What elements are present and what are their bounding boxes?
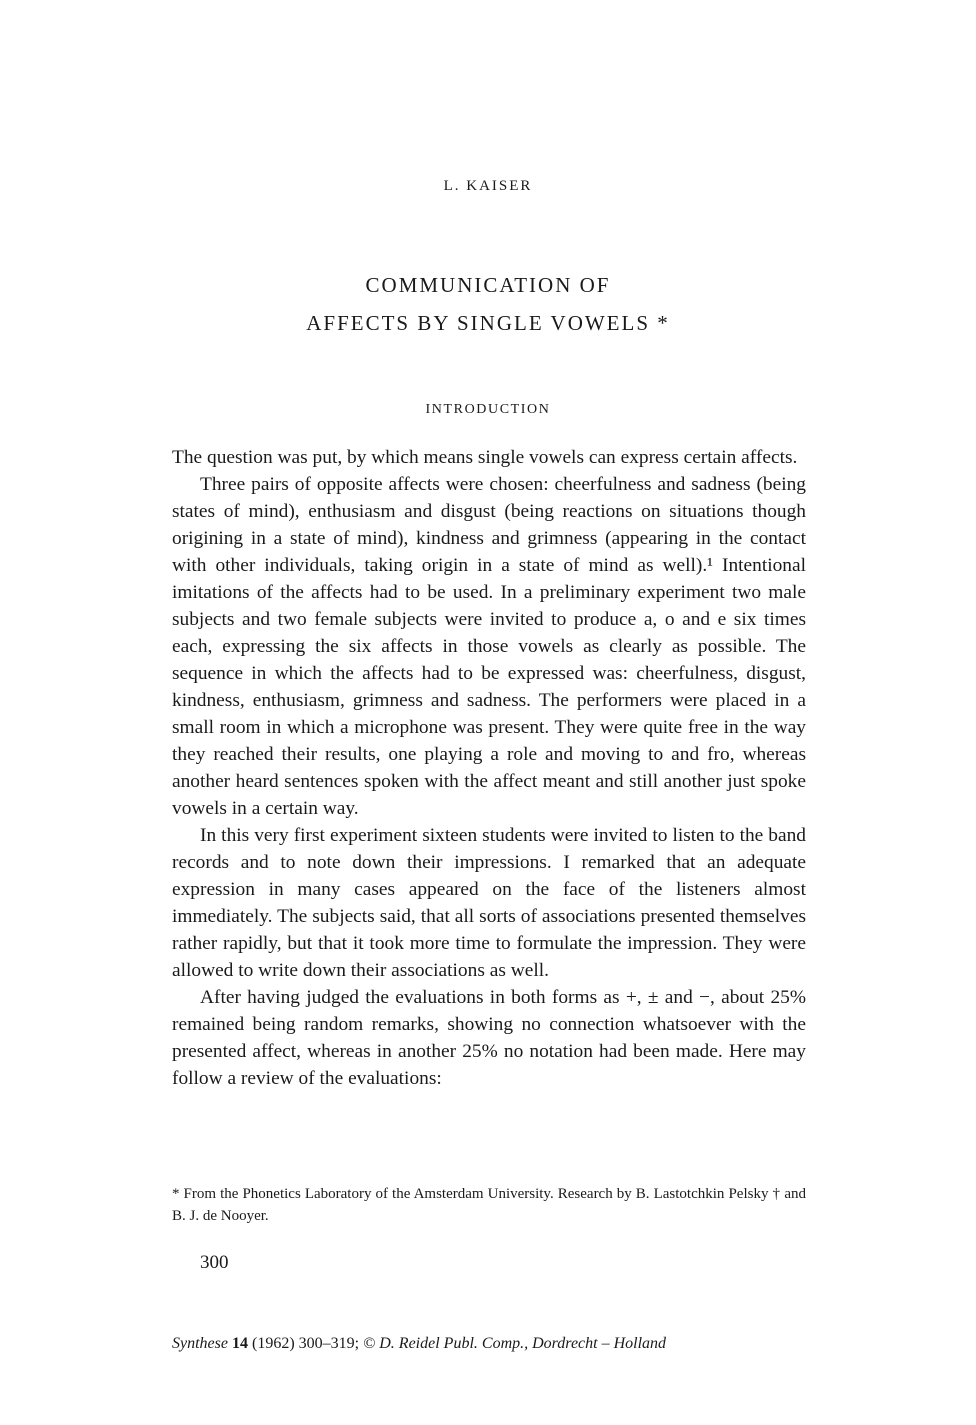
citation-line bbox=[172, 1335, 666, 1353]
citation-journal: Synthese bbox=[172, 1335, 228, 1352]
paragraph: In this very first experiment sixteen students were invited to listen to the band records and to note down their impressions. I remarked that an adequate expression in many cases appeared on the face of the listeners almost immediately. The subjects said, that all sorts of associations presented themselves rather rapidly, but that it took more time to formulate the impression. They were allowed to write down their associations as well. bbox=[172, 825, 806, 981]
page-number: 300 bbox=[200, 1252, 229, 1273]
citation-year-pages: (1962) 300–319; bbox=[251, 1335, 360, 1352]
citation-publisher: © D. Reidel Publ. Comp., Dordrecht – Holland bbox=[363, 1335, 667, 1352]
citation-volume: 14 bbox=[231, 1335, 248, 1352]
footnote: * From the Phonetics Laboratory of the Amsterdam University. Research by B. Lastotchkin Pelsky † and B. J. de Nooyer. bbox=[172, 1186, 806, 1224]
title-line-1: COMMUNICATION OF bbox=[365, 273, 611, 297]
article-title bbox=[0, 266, 976, 342]
body-text bbox=[172, 444, 806, 1092]
paragraph: After having judged the evaluations in both forms as +, ± and −, about 25% remained being random remarks, showing no connection whatsoever with the presented affect, whereas in another 25% no notation had been made. Here may follow a review of the evaluations: bbox=[172, 987, 806, 1089]
paragraph: Three pairs of opposite affects were chosen: cheerfulness and sadness (being states of mind), enthusiasm and disgust (being reactions on situations though origining in a state of mind), kindness and grimness (appearing in the contact with other individuals, taking origin in a state of mind as well).¹ Intentional imitations of the affects had to be used. In a preliminary experiment two male subjects and two female subjects were invited to produce a, o and e six times each, expressing the six affects in those vowels as clearly as possible. The sequence in which the affects had to be expressed was: cheerfulness, disgust, kindness, enthusiasm, grimness and sadness. The performers were placed in a small room in which a microphone was present. They were quite free in the way they reached their results, one playing a role and moving to and fro, whereas another heard sentences spoken with the affect meant and still another just spoke vowels in a certain way. bbox=[172, 474, 806, 819]
author-name: L. KAISER bbox=[443, 178, 533, 194]
paragraph: The question was put, by which means single vowels can express certain affects. bbox=[172, 447, 798, 468]
title-line-2: AFFECTS BY SINGLE VOWELS * bbox=[306, 311, 670, 335]
section-heading: INTRODUCTION bbox=[425, 402, 551, 417]
